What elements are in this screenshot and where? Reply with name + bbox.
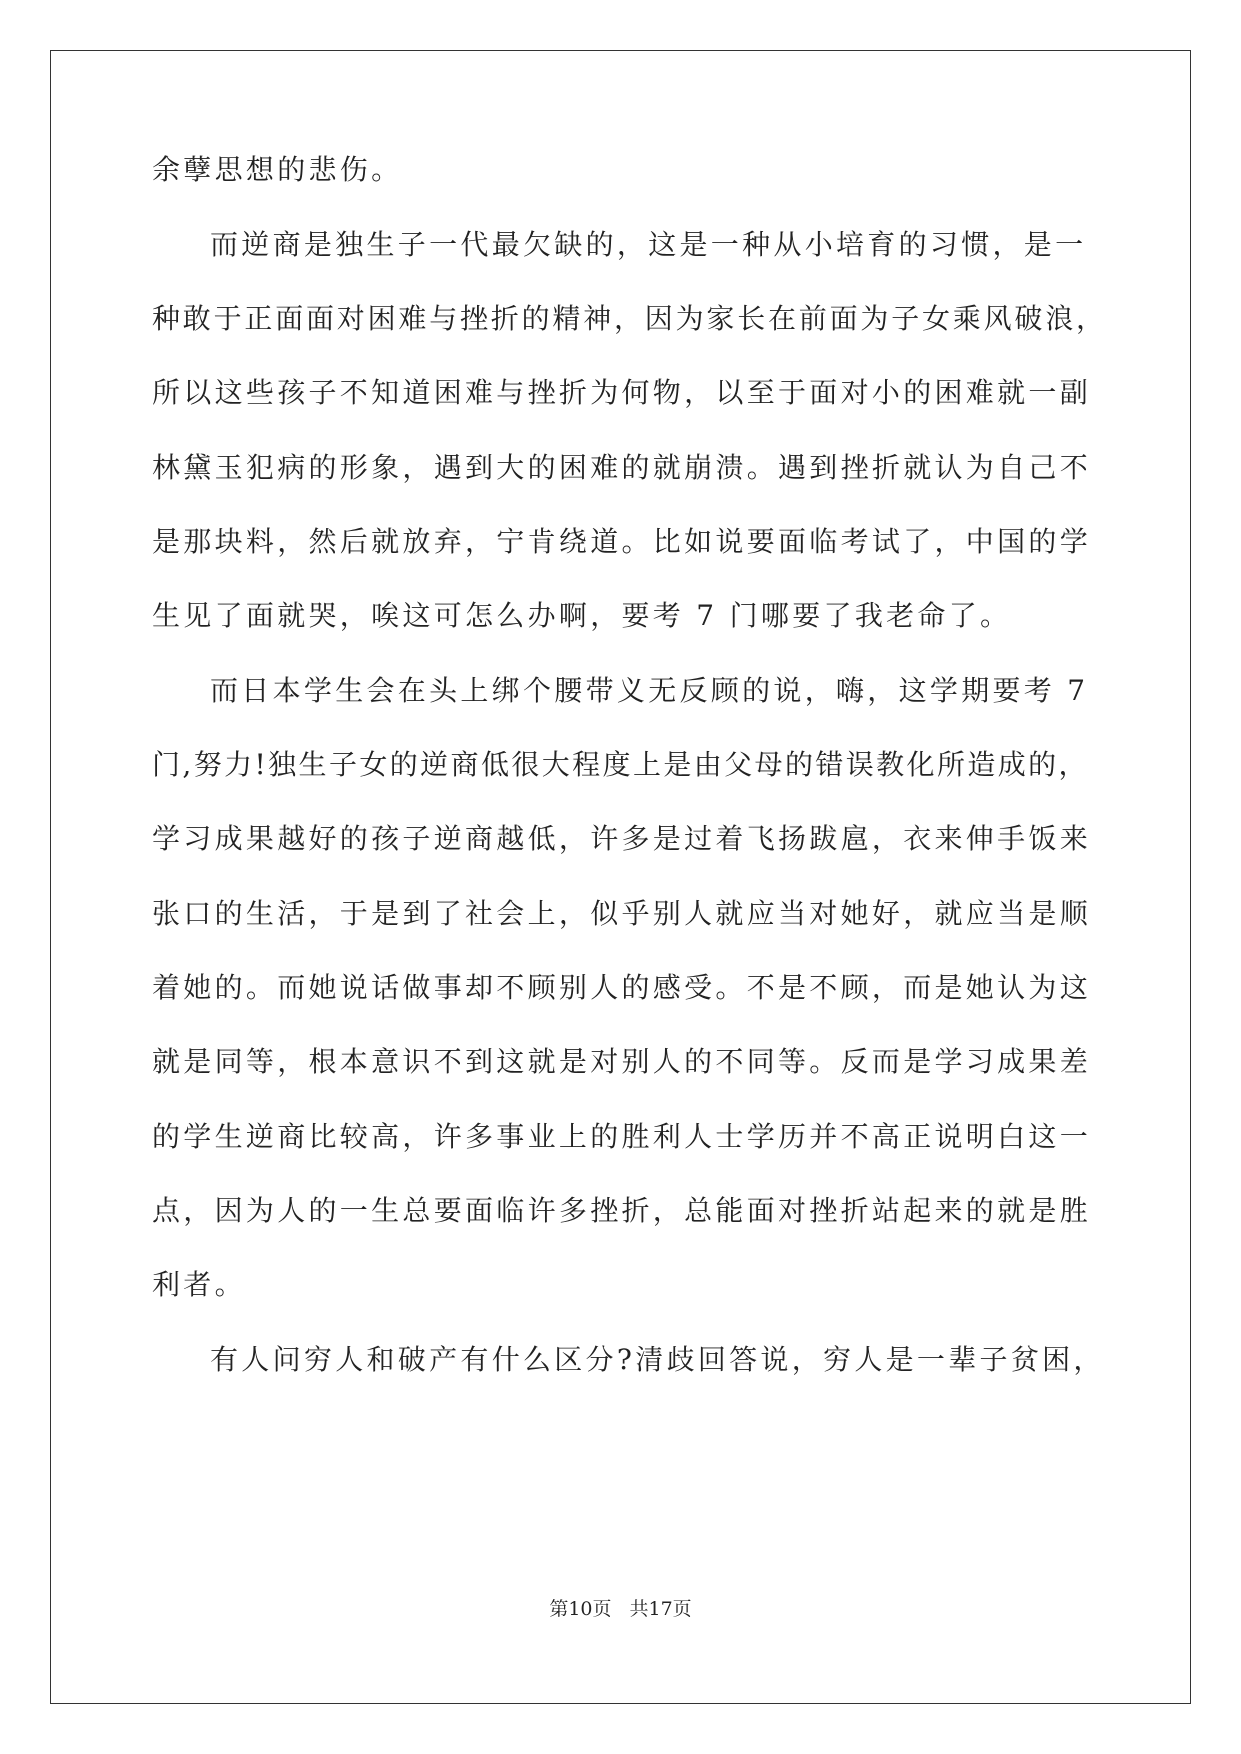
paragraph-first-line: 而逆商是独生子一代最欠缺的，这是一种从小培育的习惯，是一: [210, 228, 1087, 261]
text-line: 门,努力!独生子女的逆商低很大程度上是由父母的错误教化所造成的，: [152, 748, 1089, 781]
text-line: 的学生逆商比较高，许多事业上的胜利人士学历并不高正说明白这一: [152, 1120, 1092, 1153]
text-line: 林黛玉犯病的形象，遇到大的困难的就崩溃。遇到挫折就认为自己不: [152, 451, 1092, 484]
page-total: 共17页: [629, 1598, 692, 1620]
text-line: 学习成果越好的孩子逆商越低，许多是过着飞扬跋扈，衣来伸手饭来: [152, 822, 1092, 855]
text-line: 着她的。而她说话做事却不顾别人的感受。不是不顾，而是她认为这: [152, 971, 1092, 1004]
text-line: 就是同等，根本意识不到这就是对别人的不同等。反而是学习成果差: [152, 1045, 1092, 1078]
text-line: 点，因为人的一生总要面临许多挫折，总能面对挫折站起来的就是胜: [152, 1194, 1092, 1227]
text-line: 种敢于正面面对困难与挫折的精神，因为家长在前面为子女乘风破浪，: [152, 302, 1107, 335]
page-number: 第10页: [549, 1598, 612, 1620]
text-line: 是那块料，然后就放弃，宁肯绕道。比如说要面临考试了，中国的学: [152, 525, 1092, 558]
page-footer: [0, 1596, 1241, 1622]
text-line: 所以这些孩子不知道困难与挫折为何物，以至于面对小的困难就一副: [152, 376, 1092, 409]
text-line: 生见了面就哭，唉这可怎么办啊，要考 7 门哪要了我老命了。: [152, 599, 1012, 632]
text-line: 利者。: [152, 1268, 246, 1301]
text-line: 余孽思想的悲伤。: [152, 153, 403, 186]
paragraph-first-line: 有人问穷人和破产有什么区分?清歧回答说，穷人是一辈子贫困，: [210, 1343, 1105, 1376]
text-line: 张口的生活，于是到了社会上，似乎别人就应当对她好，就应当是顺: [152, 897, 1092, 930]
paragraph-first-line: 而日本学生会在头上绑个腰带义无反顾的说，嗨，这学期要考 7: [210, 674, 1089, 707]
